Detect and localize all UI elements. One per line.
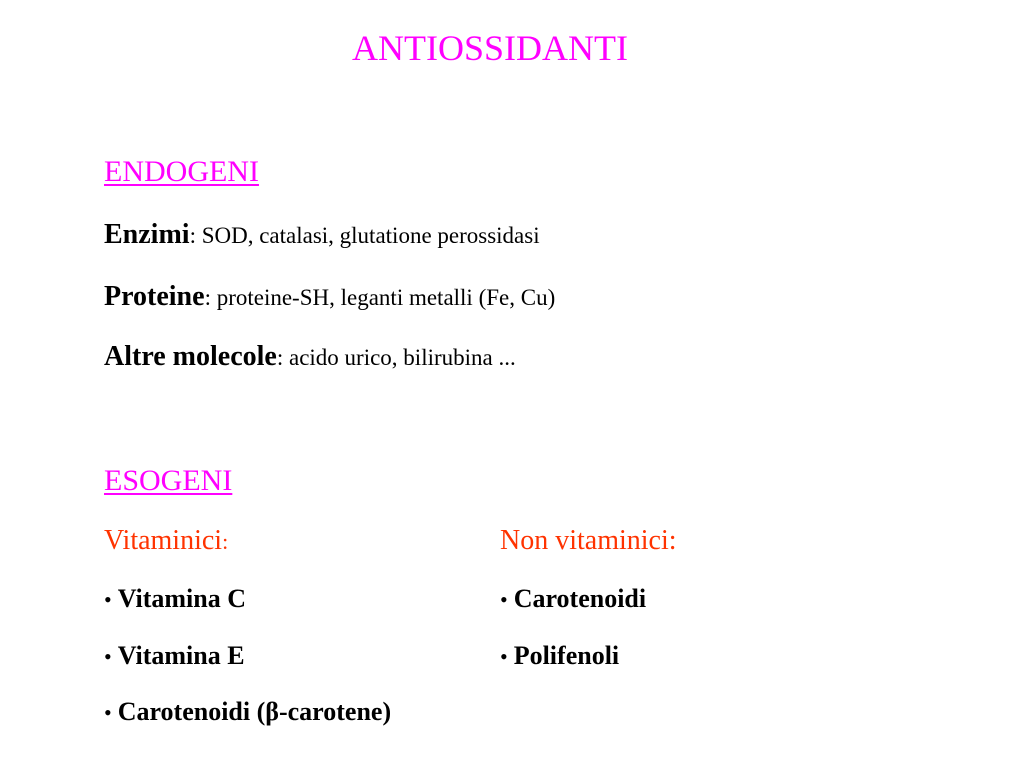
non-vitaminici-heading: Non vitaminici: [500, 525, 677, 556]
esogeni-heading: ESOGENI [104, 464, 233, 497]
list-item-text: Carotenoidi [513, 584, 647, 613]
item-description: : SOD, catalasi, glutatione perossidasi [189, 223, 540, 248]
bullet: • [104, 587, 112, 612]
list-item [104, 695, 391, 730]
list-item-text: Vitamina C [117, 584, 247, 613]
list-item-text: Vitamina E [117, 641, 245, 670]
vitaminici-heading [104, 523, 228, 560]
endogeni-item-altre-molecole [104, 339, 516, 379]
item-description: : acido urico, bilirubina ... [276, 345, 516, 370]
endogeni-heading: ENDOGENI [104, 155, 259, 188]
list-item-text: Carotenoidi (β-carotene) [117, 697, 392, 726]
bullet: • [104, 700, 112, 725]
item-description: : proteine-SH, leganti metalli (Fe, Cu) [204, 285, 556, 310]
endogeni-item-proteine [104, 279, 555, 319]
bullet: • [500, 587, 508, 612]
list-item [500, 582, 646, 617]
vitaminici-heading-colon: : [222, 529, 229, 554]
item-term: Proteine [104, 281, 205, 312]
list-item-text: Polifenoli [513, 641, 620, 670]
bullet: • [500, 644, 508, 669]
vitaminici-heading-text: Vitaminici [104, 525, 223, 556]
item-term: Altre molecole [104, 341, 277, 372]
list-item [104, 582, 246, 617]
item-term: Enzimi [104, 219, 190, 250]
bullet: • [104, 644, 112, 669]
list-item [104, 639, 245, 674]
slide-title: ANTIOSSIDANTI [352, 28, 628, 68]
list-item [500, 639, 619, 674]
endogeni-item-enzimi [104, 217, 540, 257]
